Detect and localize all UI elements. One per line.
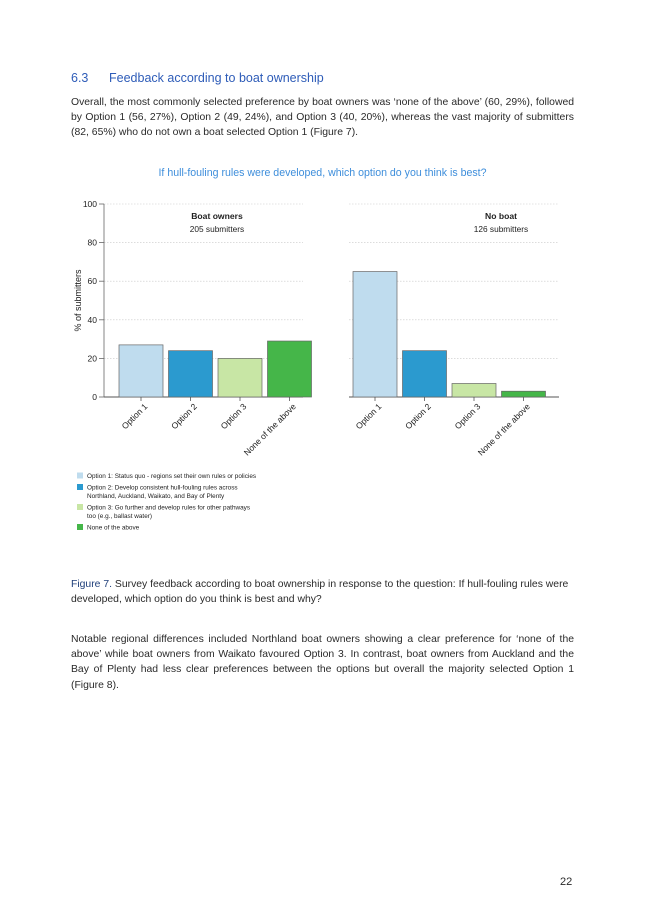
bar-boat-owners-2 <box>169 351 213 397</box>
legend-label: Option 1: Status quo - regions set their own rules or policies <box>87 473 257 480</box>
figure-7-chart <box>71 190 574 550</box>
panel-title: No boat <box>485 211 517 221</box>
figure-caption-text: Survey feedback according to boat ownership in response to the question: If hull-fouling rules were developed, which option do you think is best and why? <box>71 579 569 606</box>
legend-swatch-3 <box>77 504 83 510</box>
panel-title: Boat owners <box>191 211 243 221</box>
x-tick-label: None of the above <box>475 401 532 458</box>
legend-label: None of the above <box>87 524 140 532</box>
legend-swatch-4 <box>77 524 83 530</box>
panel-subtitle: 205 submitters <box>189 224 245 234</box>
chart-title: If hull-fouling rules were developed, which option do you think is best? <box>158 167 487 179</box>
page-number: 22 <box>560 876 573 888</box>
x-tick-label: Option 2 <box>403 401 433 432</box>
figure-caption <box>71 577 574 607</box>
bar-no-boat-2 <box>403 351 447 397</box>
y-tick-label: 80 <box>87 237 97 248</box>
panel-subtitle: 126 submitters <box>473 224 529 234</box>
bar-boat-owners-3 <box>218 358 262 397</box>
section-number: 6.3 <box>71 71 89 85</box>
legend-label: Northland, Auckland, Waikato, and Bay of Plenty <box>87 493 225 500</box>
intro-paragraph: Overall, the most commonly selected preference by boat owners was ‘none of the above’ (60, 29%), followed by Option 1 (56, 27%), Option 2 (49, 24%), and Option 3 (40, 20%), whereas the vast majority of submitters (82, 65%) who do not own a boat selected Option 1 (Figure 7). <box>71 97 574 139</box>
legend-label: too (e.g., ballast water) <box>87 513 153 520</box>
x-tick-label: Option 3 <box>218 401 249 432</box>
x-tick-label: Option 1 <box>119 401 150 432</box>
bar-no-boat-3 <box>452 383 496 397</box>
y-axis-label: % of submitters <box>73 269 83 332</box>
section-heading <box>71 71 324 85</box>
y-tick-label: 40 <box>87 314 97 325</box>
x-tick-label: Option 1 <box>353 401 384 432</box>
y-tick-label: 0 <box>92 392 97 402</box>
x-tick-label: Option 3 <box>452 401 483 432</box>
legend-swatch-1 <box>77 473 83 479</box>
bar-no-boat-4 <box>502 391 546 397</box>
y-tick-label: 60 <box>87 276 97 287</box>
legend-label: Option 3: Go further and develop rules for other pathways <box>87 504 251 512</box>
y-tick-label: 100 <box>82 199 97 209</box>
closing-paragraph: Notable regional differences included Northland boat owners showing a clear preference for ‘none of the above’ while boat owners from Waikato favoured Option 3. In contrast, boat owners from Auckland and the Bay of Plenty had less clear preferences between the options but overall the majority selected Option 1 (Figure 8). <box>71 634 574 691</box>
y-tick-label: 20 <box>87 353 97 364</box>
x-tick-label: None of the above <box>241 401 298 458</box>
bar-boat-owners-1 <box>119 345 163 397</box>
x-tick-label: Option 2 <box>169 401 199 432</box>
legend-label: Option 2: Develop consistent hull-fouling rules across <box>87 484 238 492</box>
bar-boat-owners-4 <box>268 341 312 397</box>
section-title: Feedback according to boat ownership <box>109 71 324 85</box>
legend-swatch-2 <box>77 484 83 490</box>
bar-no-boat-1 <box>353 272 397 397</box>
figure-caption-label: Figure 7. <box>71 579 113 590</box>
